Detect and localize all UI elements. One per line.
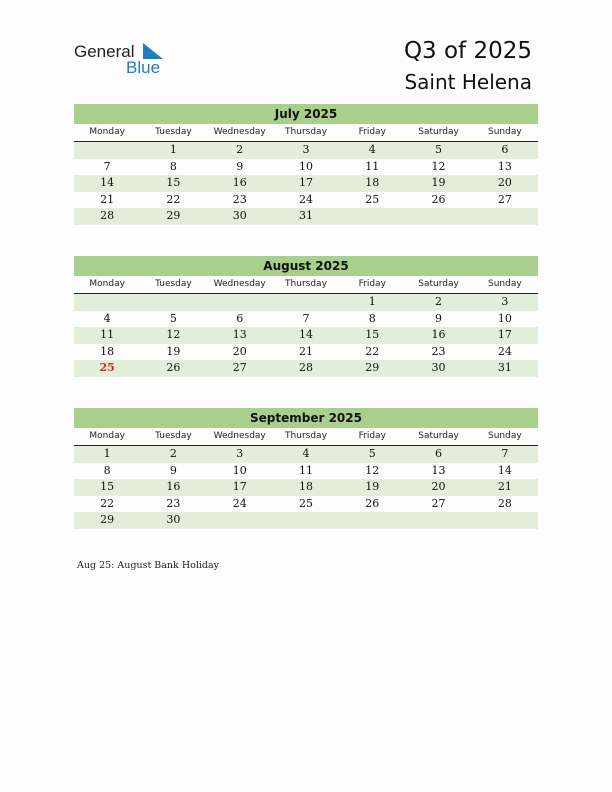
weekday-header-row	[74, 428, 538, 446]
day-cell: 25	[365, 192, 380, 206]
day-cell: 22	[365, 344, 380, 358]
day-cell: 20	[232, 344, 247, 358]
day-cell: 3	[302, 143, 310, 156]
day-cell: 21	[497, 480, 512, 493]
day-cell: 4	[368, 143, 376, 156]
weekday-label: Wednesday	[213, 127, 266, 137]
month-title: August 2025	[74, 256, 538, 276]
day-cell: 13	[232, 328, 247, 341]
weekday-label: Sunday	[487, 127, 522, 137]
logo-text-blue: Blue	[126, 58, 161, 77]
weekday-label: Tuesday	[155, 127, 192, 137]
weekday-label: Thursday	[285, 431, 327, 441]
weekday-label: Tuesday	[155, 279, 192, 289]
week-row	[74, 360, 538, 377]
day-cell: 8	[169, 159, 177, 173]
weekday-label: Saturday	[418, 279, 459, 289]
day-cell	[74, 294, 140, 311]
weekday-label: Saturday	[418, 127, 459, 137]
weekday-label: Tuesday	[155, 431, 192, 441]
day-cell	[405, 512, 471, 529]
day-cell: 17	[298, 176, 313, 189]
day-cell: 30	[166, 513, 181, 526]
logo-triangle-icon	[141, 43, 163, 59]
day-cell: 26	[365, 496, 380, 510]
day-cell	[207, 294, 273, 311]
day-cell: 15	[365, 328, 380, 341]
day-cell: 1	[169, 143, 177, 156]
day-cell: 28	[100, 209, 115, 222]
page-title: Q3 of 2025	[403, 38, 532, 64]
day-cell: 18	[100, 344, 115, 358]
calendar-september	[74, 408, 538, 529]
day-cell: 1	[103, 447, 111, 460]
day-cell: 18	[365, 176, 380, 189]
day-cell: 5	[368, 447, 376, 460]
day-cell: 16	[431, 328, 446, 341]
day-cell: 26	[166, 361, 181, 374]
day-cell	[339, 512, 405, 529]
day-cell: 6	[501, 143, 509, 156]
week-row	[74, 344, 538, 361]
day-cell: 8	[368, 311, 376, 325]
day-cell: 20	[497, 176, 512, 189]
day-cell: 2	[236, 143, 244, 156]
day-cell: 15	[166, 176, 181, 189]
day-cell: 14	[298, 328, 313, 341]
day-cell: 8	[103, 463, 111, 477]
week-row	[74, 192, 538, 209]
month-title: September 2025	[74, 408, 538, 428]
day-cell: 13	[497, 159, 512, 173]
logo-text-general: General	[74, 42, 135, 61]
calendar-july	[74, 104, 538, 225]
day-cell: 24	[497, 344, 512, 358]
day-cell: 23	[232, 192, 247, 206]
day-cell: 5	[435, 143, 443, 156]
weekday-label: Monday	[89, 127, 125, 137]
holiday-footnote: Aug 25: August Bank Holiday	[77, 560, 220, 571]
week-row	[74, 463, 538, 480]
day-cell: 6	[435, 447, 443, 460]
day-cell: 29	[166, 209, 181, 222]
day-cell: 13	[431, 463, 446, 477]
logo	[74, 42, 174, 82]
weekday-label: Wednesday	[213, 279, 266, 289]
day-cell: 11	[365, 159, 380, 173]
day-cell: 17	[232, 480, 247, 493]
day-cell: 31	[497, 361, 512, 374]
day-cell: 6	[236, 311, 244, 325]
day-cell: 20	[431, 480, 446, 493]
day-cell: 9	[236, 159, 244, 173]
day-cell	[405, 208, 471, 225]
day-cell: 29	[100, 513, 115, 526]
day-cell: 7	[103, 159, 111, 173]
day-cell: 12	[431, 159, 446, 173]
day-cell: 23	[431, 344, 446, 358]
weekday-label: Friday	[358, 279, 386, 289]
day-cell: 19	[166, 344, 181, 358]
weekday-label: Sunday	[487, 431, 522, 441]
week-row	[74, 496, 538, 513]
day-cell: 7	[501, 447, 509, 460]
weekday-header-row	[74, 276, 538, 294]
day-cell: 4	[302, 447, 310, 460]
day-cell	[472, 512, 538, 529]
day-cell	[273, 512, 339, 529]
day-cell: 2	[169, 447, 177, 460]
day-cell: 10	[298, 159, 313, 173]
day-cell: 31	[298, 209, 313, 222]
day-cell: 28	[497, 496, 512, 510]
page-subtitle: Saint Helena	[404, 70, 532, 94]
day-cell	[472, 208, 538, 225]
day-cell: 21	[298, 344, 313, 358]
day-cell: 25	[298, 496, 313, 510]
day-cell: 11	[298, 463, 313, 477]
day-cell: 3	[236, 447, 244, 460]
day-cell	[273, 294, 339, 311]
day-cell	[207, 512, 273, 529]
day-cell	[140, 294, 206, 311]
day-cell: 26	[431, 192, 446, 206]
weekday-label: Thursday	[285, 279, 327, 289]
week-row	[74, 159, 538, 176]
day-cell: 9	[435, 311, 443, 325]
day-cell: 24	[232, 496, 247, 510]
day-cell: 24	[298, 192, 313, 206]
week-row	[74, 142, 538, 159]
day-cell: 27	[232, 361, 247, 374]
day-cell: 11	[100, 328, 115, 341]
week-row	[74, 175, 538, 192]
month-title: July 2025	[74, 104, 538, 124]
weekday-label: Friday	[358, 127, 386, 137]
day-cell: 15	[100, 480, 115, 493]
weekday-label: Monday	[89, 279, 125, 289]
day-cell: 7	[302, 311, 310, 325]
calendar-august	[74, 256, 538, 377]
weekday-header-row	[74, 124, 538, 142]
day-cell: 22	[166, 192, 181, 206]
week-row	[74, 512, 538, 529]
weekday-label: Thursday	[285, 127, 327, 137]
day-cell: 2	[435, 295, 443, 308]
day-cell: 12	[166, 328, 181, 341]
weekday-label: Friday	[358, 431, 386, 441]
day-cell: 23	[166, 496, 181, 510]
day-cell: 9	[169, 463, 177, 477]
day-cell: 14	[100, 176, 115, 189]
holiday-day-cell: 25	[99, 361, 115, 374]
day-cell: 18	[298, 480, 313, 493]
day-cell: 4	[103, 311, 111, 325]
week-row	[74, 327, 538, 344]
week-row	[74, 294, 538, 311]
week-row	[74, 479, 538, 496]
day-cell: 27	[431, 496, 446, 510]
day-cell: 16	[232, 176, 247, 189]
week-row	[74, 311, 538, 328]
weekday-label: Saturday	[418, 431, 459, 441]
day-cell: 3	[501, 295, 509, 308]
day-cell: 10	[232, 463, 247, 477]
day-cell: 5	[169, 311, 177, 325]
day-cell: 22	[100, 496, 115, 510]
week-row	[74, 446, 538, 463]
weekday-label: Monday	[89, 431, 125, 441]
day-cell: 21	[100, 192, 115, 206]
week-row	[74, 208, 538, 225]
day-cell: 28	[298, 361, 313, 374]
weekday-label: Wednesday	[213, 431, 266, 441]
day-cell: 19	[431, 176, 446, 189]
day-cell: 14	[497, 463, 512, 477]
day-cell	[339, 208, 405, 225]
day-cell: 12	[365, 463, 380, 477]
day-cell: 19	[365, 480, 380, 493]
day-cell: 17	[497, 328, 512, 341]
weekday-label: Sunday	[487, 279, 522, 289]
day-cell: 30	[431, 361, 446, 374]
day-cell: 16	[166, 480, 181, 493]
day-cell: 10	[497, 311, 512, 325]
day-cell: 1	[368, 295, 376, 308]
day-cell	[74, 142, 140, 159]
day-cell: 27	[497, 192, 512, 206]
day-cell: 30	[232, 209, 247, 222]
day-cell: 29	[365, 361, 380, 374]
